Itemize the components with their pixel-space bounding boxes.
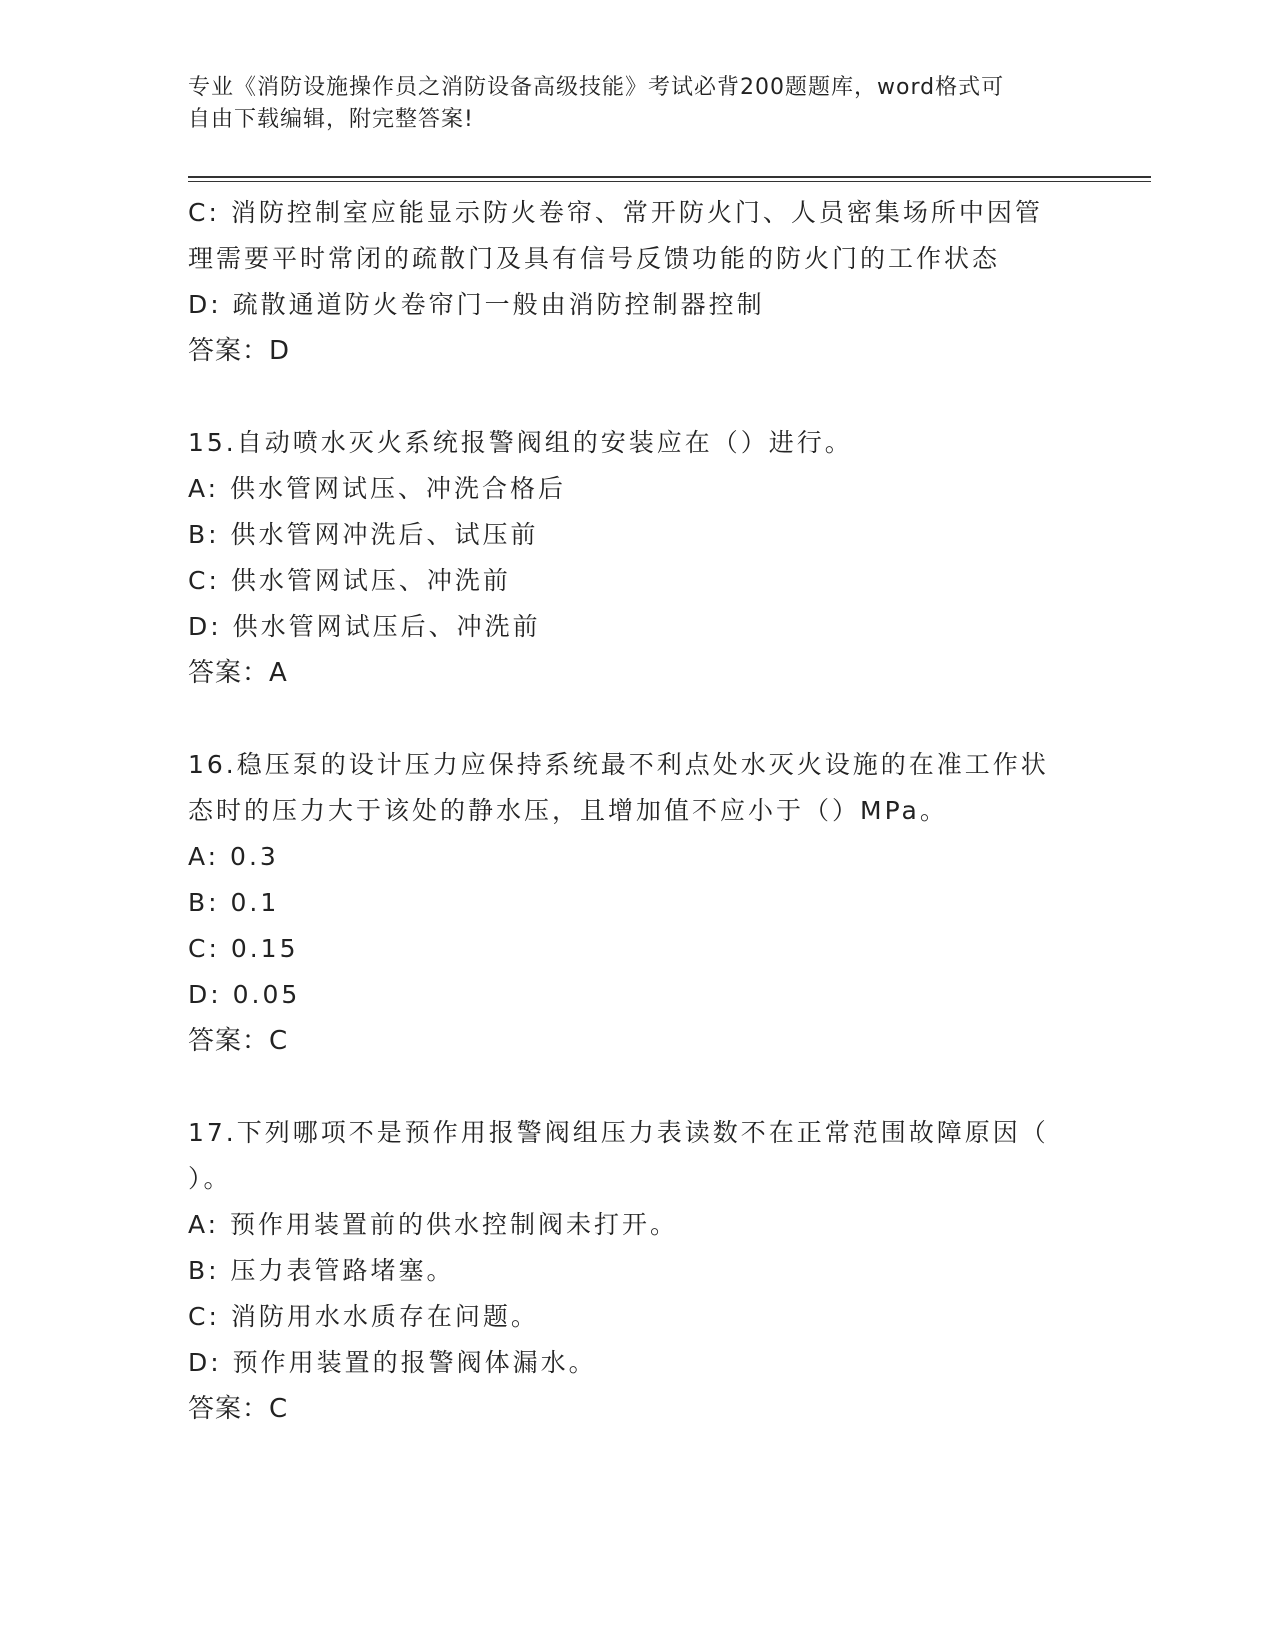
answer: 答案：A [188,658,288,688]
option-c: C: 消防用水水质存在问题。 [188,1302,539,1331]
question-stem-line-1: 16.稳压泵的设计压力应保持系统最不利点处水灭火设施的在准工作状 [188,750,1049,779]
header-line-1: 专业《消防设施操作员之消防设备高级技能》考试必背200题题库，word格式可 [188,75,1005,100]
header-divider-thick [188,176,1151,178]
option-b: B: 0.1 [188,888,280,917]
header-divider-thin [188,181,1151,182]
header-line-2: 自由下载编辑，附完整答案! [188,107,474,132]
question-15 [188,420,1078,696]
answer: 答案：D [188,336,291,366]
spacer [188,374,1078,420]
option-c-line-2: 理需要平时常闭的疏散门及具有信号反馈功能的防火门的工作状态 [188,244,1001,273]
question-stem: 15.自动喷水灭火系统报警阀组的安装应在（）进行。 [188,428,853,457]
answer: 答案：C [188,1026,289,1056]
option-d: D: 供水管网试压后、冲洗前 [188,612,541,641]
option-d: D: 0.05 [188,980,301,1009]
option-a: A: 0.3 [188,842,279,871]
question-17 [188,1110,1078,1432]
question-stem-line-1: 17.下列哪项不是预作用报警阀组压力表读数不在正常范围故障原因（ [188,1118,1049,1147]
spacer [188,696,1078,742]
option-d: D: 疏散通道防火卷帘门一般由消防控制器控制 [188,290,765,319]
question-stem-line-2: ）。 [188,1164,232,1193]
option-b: B: 压力表管路堵塞。 [188,1256,455,1285]
option-c: C: 供水管网试压、冲洗前 [188,566,511,595]
question-content [188,190,1078,1432]
page-header [188,72,1068,136]
option-a: A: 供水管网试压、冲洗合格后 [188,474,567,503]
question-14-continued [188,190,1078,374]
option-a: A: 预作用装置前的供水控制阀未打开。 [188,1210,679,1239]
spacer [188,1064,1078,1110]
question-16 [188,742,1078,1064]
option-d: D: 预作用装置的报警阀体漏水。 [188,1348,597,1377]
option-b: B: 供水管网冲洗后、试压前 [188,520,539,549]
answer: 答案：C [188,1394,289,1424]
option-c: C: 0.15 [188,934,299,963]
question-stem-line-2: 态时的压力大于该处的静水压，且增加值不应小于（）MPa。 [188,796,948,825]
option-c-line-1: C: 消防控制室应能显示防火卷帘、常开防火门、人员密集场所中因管 [188,198,1043,227]
